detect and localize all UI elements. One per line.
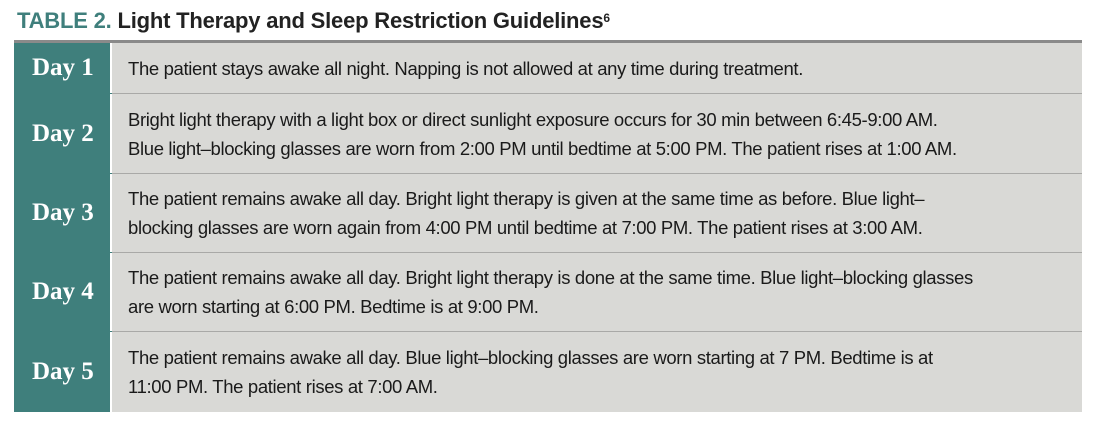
row-description — [112, 174, 1082, 252]
description-line: The patient stays awake all night. Napping is not allowed at any time during treatment. — [128, 57, 803, 79]
table-row — [14, 332, 1082, 412]
row-description — [112, 332, 1082, 412]
footnote-reference: 6 — [603, 11, 610, 25]
guidelines-table — [14, 40, 1082, 412]
description-line: 11:00 PM. The patient rises at 7:00 AM. — [128, 376, 438, 397]
table-row — [14, 253, 1082, 331]
description-line: The patient remains awake all day. Bright light therapy is given at the same time as before. Blue light– — [128, 188, 925, 209]
description-line: The patient remains awake all day. Blue light–blocking glasses are worn starting at 7 PM. Bedtime is at — [128, 347, 933, 368]
day-label: Day 1 — [14, 43, 112, 93]
description-line: Bright light therapy with a light box or direct sunlight exposure occurs for 30 min between 6:45-9:00 AM. — [128, 108, 938, 130]
description-line: blocking glasses are worn again from 4:00 PM until bedtime at 7:00 PM. The patient rises at 3:00 AM. — [128, 217, 923, 238]
day-label: Day 2 — [14, 94, 112, 173]
row-description — [112, 253, 1082, 331]
day-label: Day 4 — [14, 253, 112, 331]
row-description — [112, 43, 1082, 93]
table-row — [14, 94, 1082, 173]
table-row — [14, 174, 1082, 252]
table-row — [14, 43, 1082, 93]
table-caption: Light Therapy and Sleep Restriction Guidelines — [117, 8, 604, 33]
description-line: The patient remains awake all day. Bright light therapy is done at the same time. Blue light–blocking glasses — [128, 267, 973, 288]
table-number: TABLE 2. — [17, 8, 112, 33]
table-title — [17, 4, 610, 38]
description-line: Blue light–blocking glasses are worn from 2:00 PM until bedtime at 5:00 PM. The patient rises at 1:00 AM. — [128, 137, 957, 159]
day-label: Day 3 — [14, 174, 112, 252]
row-description — [112, 94, 1082, 173]
description-line: are worn starting at 6:00 PM. Bedtime is at 9:00 PM. — [128, 296, 539, 317]
day-label: Day 5 — [14, 332, 112, 412]
